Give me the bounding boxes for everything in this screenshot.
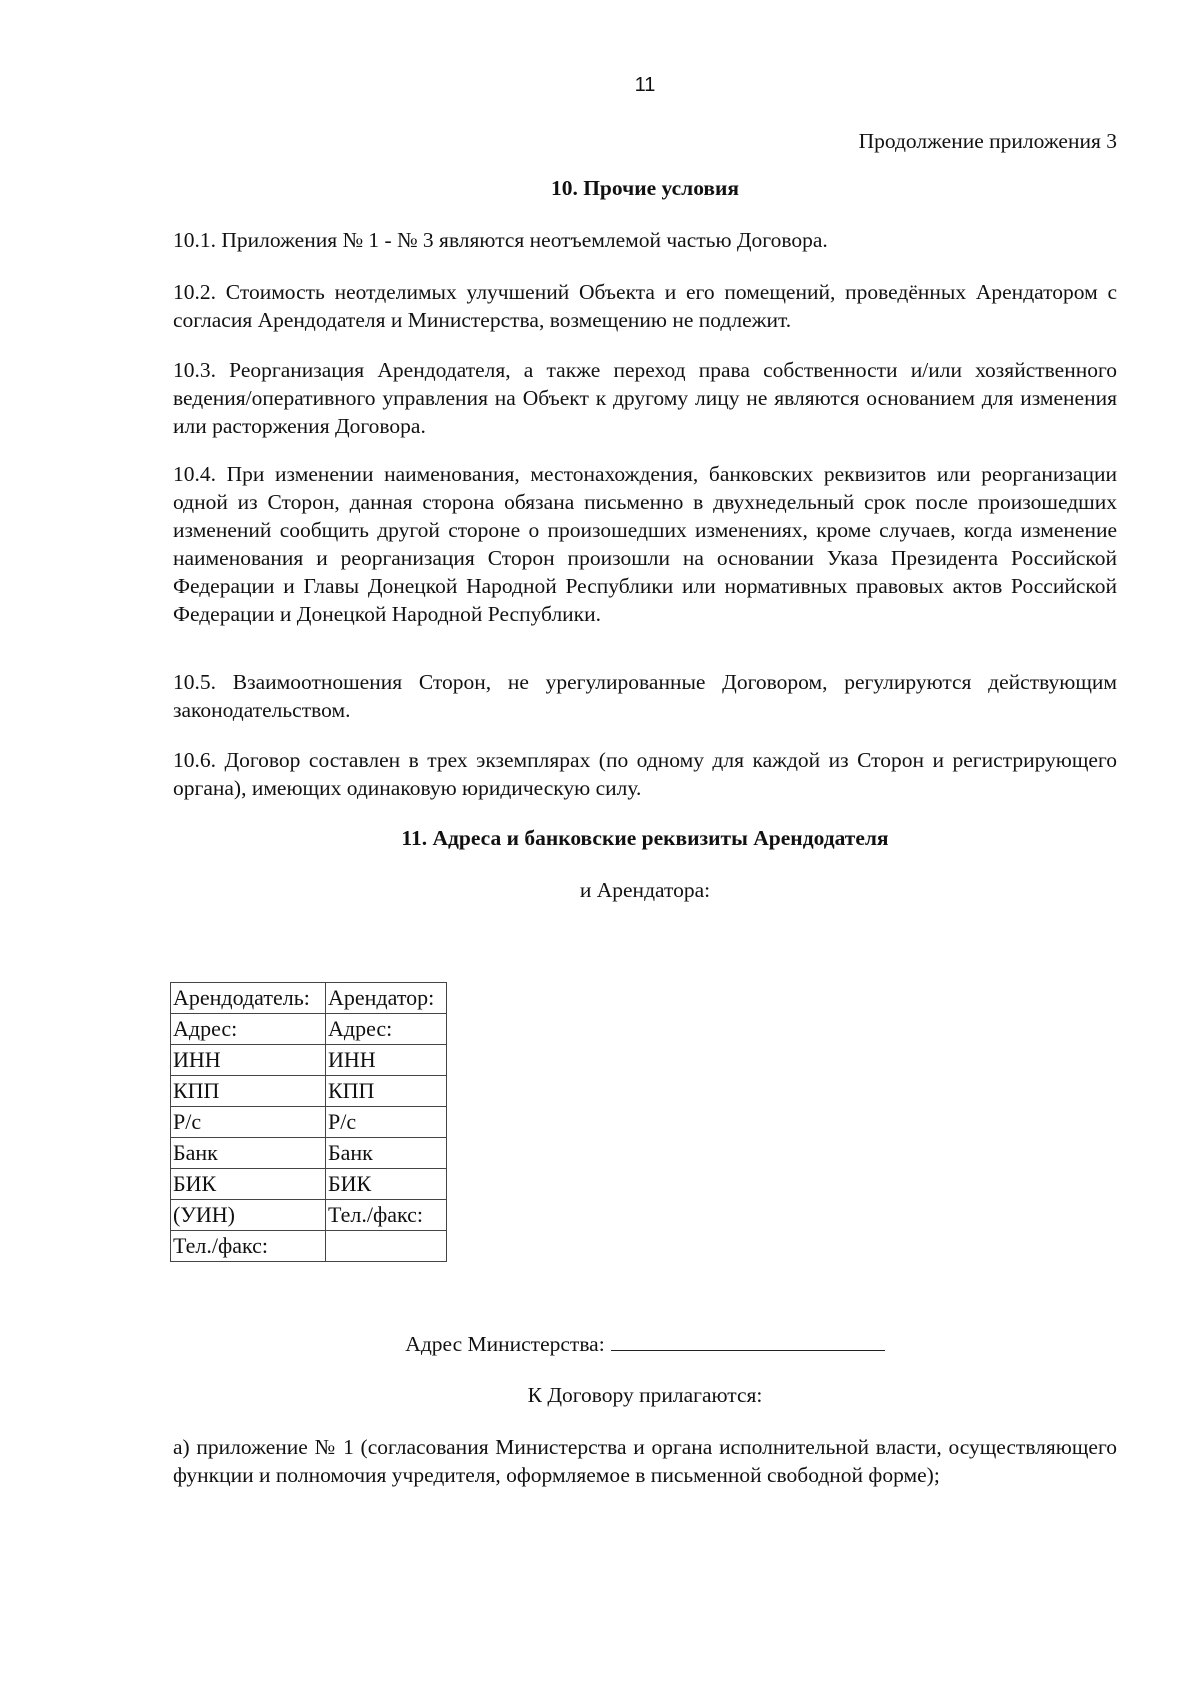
lessor-cell: БИК — [171, 1169, 326, 1200]
paragraph-10-6: 10.6. Договор составлен в трех экземплярах (по одному для каждой из Сторон и регистрирующего органа), имеющих одинаковую юридическую силу. — [173, 748, 1117, 800]
section-11-title: 11. Адреса и банковские реквизиты Арендодателя — [401, 826, 889, 850]
paragraph-10-3: 10.3. Реорганизация Арендодателя, а также переход права собственности и/или хозяйственного ведения/оперативного управления на Объект к другому лицу не являются основанием для изменения или расторжения Договора. — [173, 358, 1117, 438]
lessee-cell: Банк — [326, 1138, 447, 1169]
table-row — [171, 1200, 447, 1231]
lessor-cell: Арендодатель: — [171, 983, 326, 1014]
table-row — [171, 1107, 447, 1138]
continuation-note: Продолжение приложения 3 — [858, 129, 1117, 153]
lessee-cell: Р/с — [326, 1107, 447, 1138]
lessee-cell: Адрес: — [326, 1014, 447, 1045]
requisites-table — [170, 982, 447, 1262]
lessee-cell: КПП — [326, 1076, 447, 1107]
paragraph-10-4: 10.4. При изменении наименования, местонахождения, банковских реквизитов или реорганизации одной из Сторон, данная сторона обязана письменно в двухнедельный срок после произошедших изменений сообщить другой стороне о произошедших изменениях, кроме случаев, когда изменение наименования и реорганизация Сторон произошли на основании Указа Президента Российской Федерации и Главы Донецкой Народной Республики или нормативных правовых актов Российской Федерации и Донецкой Народной Республики. — [173, 462, 1117, 626]
table-row — [171, 1169, 447, 1200]
lessor-cell: Р/с — [171, 1107, 326, 1138]
lessee-cell: ИНН — [326, 1045, 447, 1076]
lessor-cell: (УИН) — [171, 1200, 326, 1231]
lessor-cell: Адрес: — [171, 1014, 326, 1045]
table-row — [171, 983, 447, 1014]
paragraph-10-1: 10.1. Приложения № 1 - № 3 являются неотъемлемой частью Договора. — [173, 228, 828, 252]
lessor-cell: Банк — [171, 1138, 326, 1169]
lessee-cell: Тел./факс: — [326, 1200, 447, 1231]
section-10-title: 10. Прочие условия — [550, 176, 740, 200]
section-11-subtitle: и Арендатора: — [579, 878, 711, 902]
table-row — [171, 1045, 447, 1076]
page-number: 11 — [634, 74, 656, 96]
lessee-cell: Арендатор: — [326, 983, 447, 1014]
attachment-a: а) приложение № 1 (согласования Министерства и органа исполнительной власти, осуществляющего функции и полномочия учредителя, оформляемое в письменной свободной форме); — [173, 1435, 1117, 1487]
table-row — [171, 1076, 447, 1107]
paragraph-10-2: 10.2. Стоимость неотделимых улучшений Объекта и его помещений, проведённых Арендатором с согласия Арендодателя и Министерства, возмещению не подлежит. — [173, 280, 1117, 332]
ministry-address-blank — [611, 1328, 885, 1351]
lessor-cell: КПП — [171, 1076, 326, 1107]
table-row — [171, 1231, 447, 1262]
table-row — [171, 1014, 447, 1045]
lessor-cell: ИНН — [171, 1045, 326, 1076]
paragraph-10-5: 10.5. Взаимоотношения Сторон, не урегулированные Договором, регулируются действующим законодательством. — [173, 670, 1117, 722]
attachments-heading: К Договору прилагаются: — [527, 1383, 763, 1407]
lessee-cell — [326, 1231, 447, 1262]
lessee-cell: БИК — [326, 1169, 447, 1200]
ministry-address-label: Адрес Министерства: — [405, 1332, 605, 1356]
ministry-address — [173, 1328, 1117, 1358]
table-row — [171, 1138, 447, 1169]
lessor-cell: Тел./факс: — [171, 1231, 326, 1262]
